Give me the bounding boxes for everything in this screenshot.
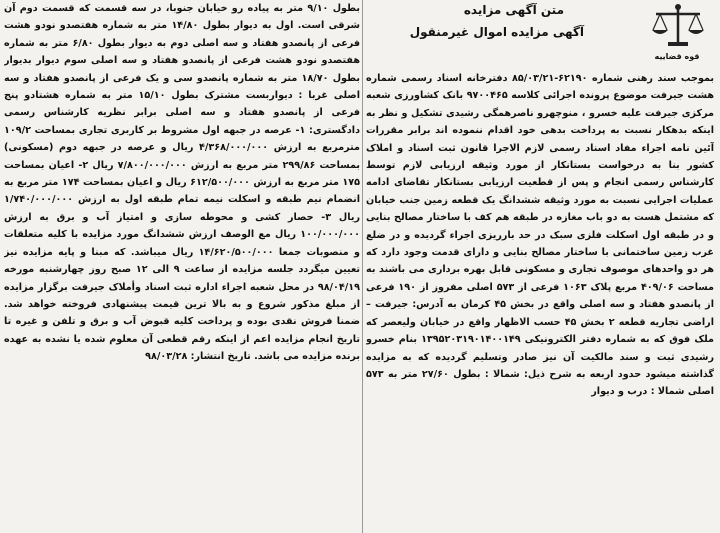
left-column	[4, 0, 360, 533]
notice-subtitle: آگهی مزایده اموال غیرمنقول	[409, 25, 584, 39]
logo-caption: قوه قضاییه	[654, 52, 700, 61]
notice-title: متن آگهی مزایده	[463, 3, 564, 17]
right-column	[366, 0, 714, 533]
column-divider	[362, 0, 363, 533]
notice-body-right: بموجب سند رهنی شماره ۶۲۱۹۰-۸۵/۰۳/۲۱ دفترخانه اسناد رسمی شماره هشت جیرفت موضوع پرونده اجرائی کلاسه ۹۷۰۰۴۶۵ بانک کشاورزی شعبه مرکزی جیرفت علیه خسرو ، منوچهرو ناصرهمگی رشیدی تشکیل و نظر به اینکه بدهکار نسبت به پرداخت بدهی خود اقدام ننموده اند برابر مقررات آئین نامه اجراء مفاد اسناد رسمی لازم الاجرا قانون ثبت اسناد و املاک کشور بنا به درخواست بستانکار از مورد وثیقه ارزیابی لازم توسط کارشناس رسمی انجام و پس از قطعیت ارزیابی بستانکار تقاضای ادامه عملیات اجرایی نسبت به مورد وثیقه ششدانگ یک قطعه زمین جنب خیابان که مشتمل هست به دو باب مغازه در طبقه هم کف با ساختار مصالح بنایی و در طبقه اول اسکلت فلزی سبک در حد بارریزی اجراء گردیده و در ضلع غرب زمین ساختمانی با ساختار مصالح بنایی و دارای قدمت وجود دارد که هر دو واحدهای موصوف تجاری و مسکونی قابل بهره برداری می باشند به مساحت ۴۰۹/۰۶ مربع پلاک ۱۰۶۳ فرعی از ۵۷۳ اصلی مفروز از ۱۹۰ فرعی از پانصدو هفتاد و سه اصلی واقع در بخش ۴۵ کرمان به آدرس: جیرفت – اراضی تجاریه قطعه ۲ بخش ۴۵ حسب الاظهار واقع در خیابان ولیعصر که ملک فوق که به شماره دفتر الکترونیکی ۱۳۹۵۲۰۳۱۹۰۱۴۰۰۱۴۹ بنام خسرو رشیدی ثبت و سند مالکیت آن نیز صادر وتسلیم گردیده که به مزایده گذاشته میشود حدود اربعه به شرح ذیل: شمالا : بطول ۲۷/۶۰ متر به ۵۷۳ اصلی شمالا : درب و دیوار	[366, 73, 714, 398]
notice-header	[366, 0, 714, 70]
notice-body-left: بطول ۹/۱۰ متر به پیاده رو خیابان جنوبا، در سه قسمت که قسمت دوم آن شرقی است. اول به دیوار بطول ۱۴/۸۰ متر به شماره هفتصدو نودو هشت فرعی از پانصدو هفتاد و سه اصلی دوم به دیوار بطول ۶/۸۰ متر به شماره هفتصدو نودو هشت فرعی از پانصدو هفتاد و سه اصلی سوم دیوار بدیوار بطول ۱۸/۷۰ متر به شماره پانصدو سی و یک فرعی از پانصدو هفتاد و سه اصلی غربا : دیواربست مشترک بطول ۱۵/۱۰ متر به شماره هشتادو پنج فرعی از پانصدو هفتاد و سه اصلی برابر نظریه کارشناس رسمی دادگستری: ۱- عرصه در جبهه اول مشروط بر کاربری تجاری بمساحت ۱۰۹/۲ مترمربع به ارزش ۴/۳۶۸/۰۰۰/۰۰۰ ریال و عرصه در جبهه دوم (مسکونی) بمساحت ۲۹۹/۸۶ متر مربع به ارزش ۷/۸۰۰/۰۰۰/۰۰۰ ریال ۲- اعیان بمساحت ۱۷۵ متر مربع به ارزش ۶۱۲/۵۰۰/۰۰۰ ریال و اعیان بمساحت ۱۷۴ متر مربع به انضمام نیم طبقه و اسکلت نیمه تمام طبقه اول به ارزش ۱/۷۴۰/۰۰۰/۰۰۰ ریال ۳- حصار کشی و محوطه سازی و امتیاز آب و برق به ارزش ۱۰۰/۰۰۰/۰۰۰ ریال مع الوصف ارزش ششدانگ مورد مزایده با کلیه متعلقات و منصوبات جمعا ۱۴/۶۲۰/۵۰۰/۰۰۰ ریال میباشد. که مبنا و پایه مزایده نیز تعیین میگردد جلسه مزایده از ساعت ۹ الی ۱۲ صبح روز چهارشنبه مورخه ۹۸/۰۴/۱۹ در محل شعبه اجراء اداره ثبت اسناد وأملاک جیرفت برگزار مزایده از مبلغ مذکور شروع و به بالا ترین قیمت پیشنهادی فروخته خواهد شد. ضمنا فروش نقدی بوده و پرداخت کلیه قبوض آب و برق و تلفن و غیره تا تاریخ انجام مزایده اعم از اینکه رقم قطعی آن معلوم شده یا نشده به عهده برنده مزایده می باشد. تاریخ انتشار: ۹۸/۰۳/۲۸	[4, 3, 360, 363]
